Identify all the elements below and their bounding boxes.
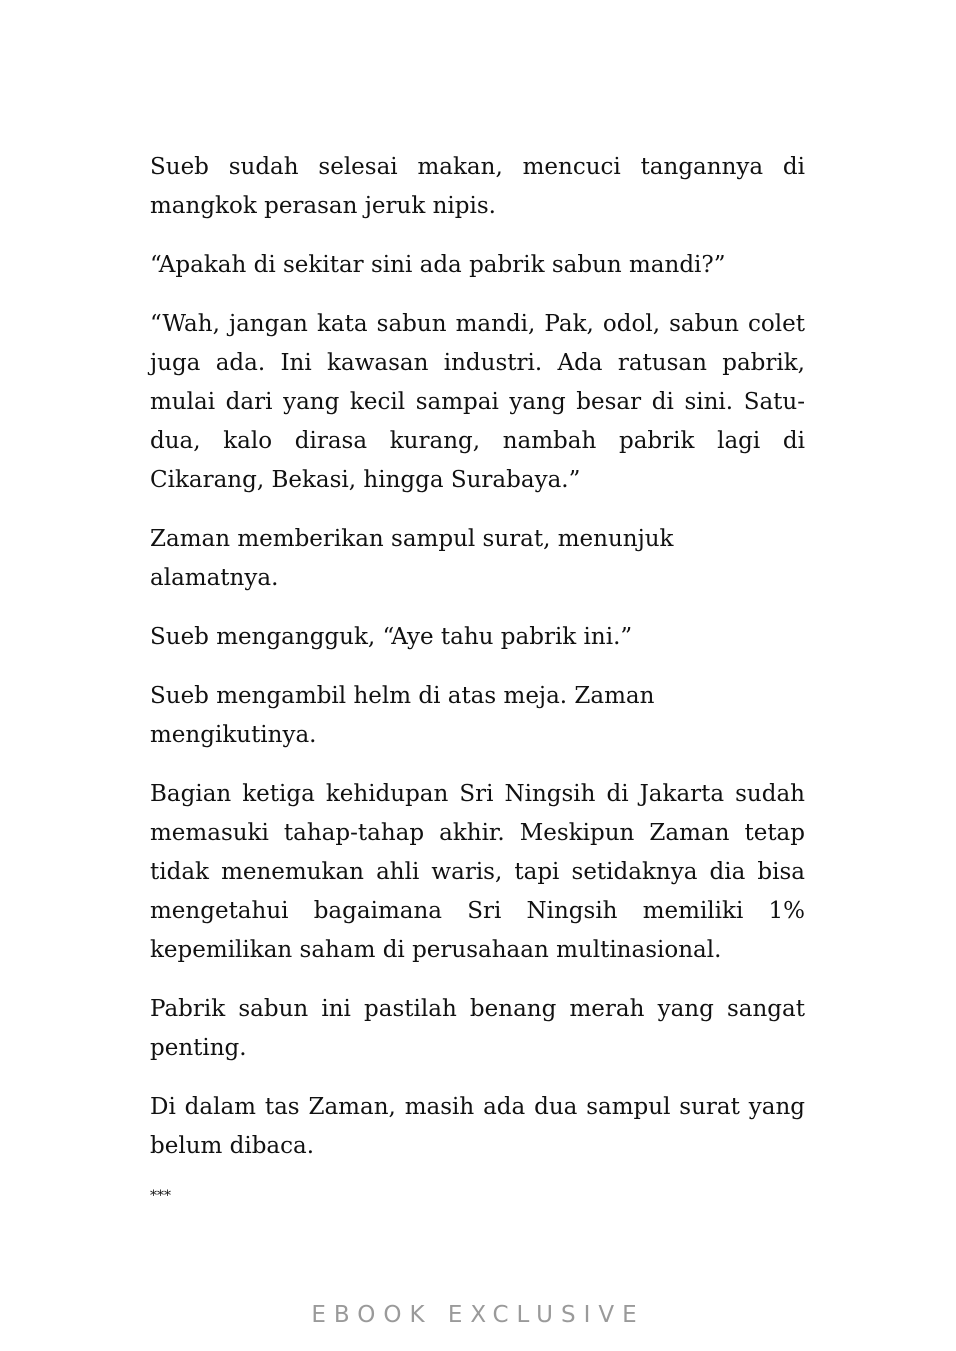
paragraph-1: Sueb sudah selesai makan, mencuci tangannya di mangkok perasan jeruk nipis. (150, 154, 805, 219)
paragraph-3: “Wah, jangan kata sabun mandi, Pak, odol, sabun colet juga ada. Ini kawasan industri. Ada ratusan pabrik, mulai dari yang kecil sampai yang besar di sini. Satu-dua, kalo dirasa kurang, nambah pabrik lagi di Cikarang, Bekasi, hingga Surabaya.” (150, 311, 805, 493)
paragraph-5: Sueb mengangguk, “Aye tahu pabrik ini.” (150, 624, 633, 650)
paragraph-9: Di dalam tas Zaman, masih ada dua sampul surat yang belum dibaca. (150, 1094, 805, 1159)
scene-break: *** (150, 1188, 171, 1204)
footer-watermark: EBOOK EXCLUSIVE (311, 1302, 645, 1328)
paragraph-4: Zaman memberikan sampul surat, menunjuk alamatnya. (150, 526, 674, 591)
paragraph-2: “Apakah di sekitar sini ada pabrik sabun mandi?” (150, 252, 726, 278)
paragraph-6: Sueb mengambil helm di atas meja. Zaman mengikutinya. (150, 683, 655, 748)
page-body (150, 148, 805, 1226)
paragraph-7: Bagian ketiga kehidupan Sri Ningsih di Jakarta sudah memasuki tahap-tahap akhir. Meskipun Zaman tetap tidak menemukan ahli waris, tapi setidaknya dia bisa mengetahui bagaimana Sri Ningsih memiliki 1% kepemilikan saham di perusahaan multinasional. (150, 781, 805, 963)
paragraph-8: Pabrik sabun ini pastilah benang merah yang sangat penting. (150, 996, 805, 1061)
